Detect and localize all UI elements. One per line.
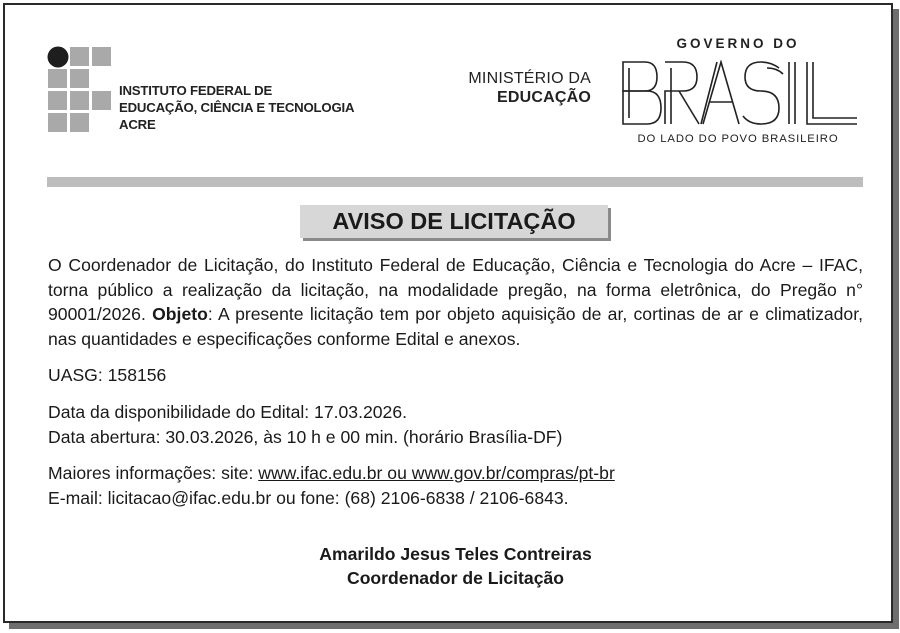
edital-date-line: Data da disponibilidade do Edital: 17.03.2026. — [48, 401, 407, 422]
ifac-name — [119, 82, 354, 133]
brasil-wordmark-icon — [621, 60, 861, 128]
governo-brasil-logo — [618, 36, 866, 146]
ifac-grid-icon — [47, 46, 113, 136]
ifac-line-3: ACRE — [119, 117, 156, 132]
governo-slogan: DO LADO DO POVO BRASILEIRO — [637, 133, 839, 145]
notice-title: AVISO DE LICITAÇÃO — [300, 205, 608, 238]
governo-top-text: GOVERNO DO — [676, 36, 800, 51]
email-line: E-mail: licitacao@ifac.edu.br ou fone: (68) 2106-6838 / 2106-6843. — [48, 487, 569, 508]
contact-block — [48, 461, 863, 510]
ministerio-line-2: EDUCAÇÃO — [496, 89, 591, 106]
ifac-logo — [47, 46, 377, 138]
notice-body — [48, 253, 863, 510]
header-divider — [47, 177, 863, 187]
signature-name: Amarildo Jesus Teles Contreiras — [319, 544, 592, 564]
paragraph-text-end: : A presente licitação tem por objeto aquisição de ar, cortinas de ar e climatizador, nas quantidades e especificações conforme Edital e anexos. — [48, 304, 863, 349]
uasg-line: UASG: 158156 — [48, 365, 167, 386]
paragraph-text-start: O Coordenador de Licitação, do Instituto Federal de Educação, Ciência e Tecnologia do Acre – IFAC, torna público a realização da licitação, na modalidade pregão, na forma eletrônica, do Pregão n° 90001/2026. — [48, 255, 863, 325]
opening-date-line: Data abertura: 30.03.2026, às 10 h e 00 min. (horário Brasília-DF) — [48, 426, 563, 447]
notice-paragraph — [48, 253, 863, 351]
ifac-line-2: EDUCAÇÃO, CIÊNCIA E TECNOLOGIA — [119, 100, 355, 115]
dates-block — [48, 400, 863, 449]
signature-role: Coordenador de Licitação — [346, 567, 565, 588]
ministerio-logo — [455, 70, 591, 107]
objeto-label: Objeto — [152, 304, 208, 325]
ministerio-line-1: MINISTÉRIO DA — [468, 70, 591, 87]
signature-block — [48, 543, 863, 590]
info-links[interactable]: www.ifac.edu.br ou www.gov.br/compras/pt-br — [258, 463, 615, 484]
info-prefix: Maiores informações: site: — [48, 463, 259, 484]
info-line — [48, 461, 863, 486]
ifac-line-1: INSTITUTO FEDERAL DE — [119, 83, 273, 98]
